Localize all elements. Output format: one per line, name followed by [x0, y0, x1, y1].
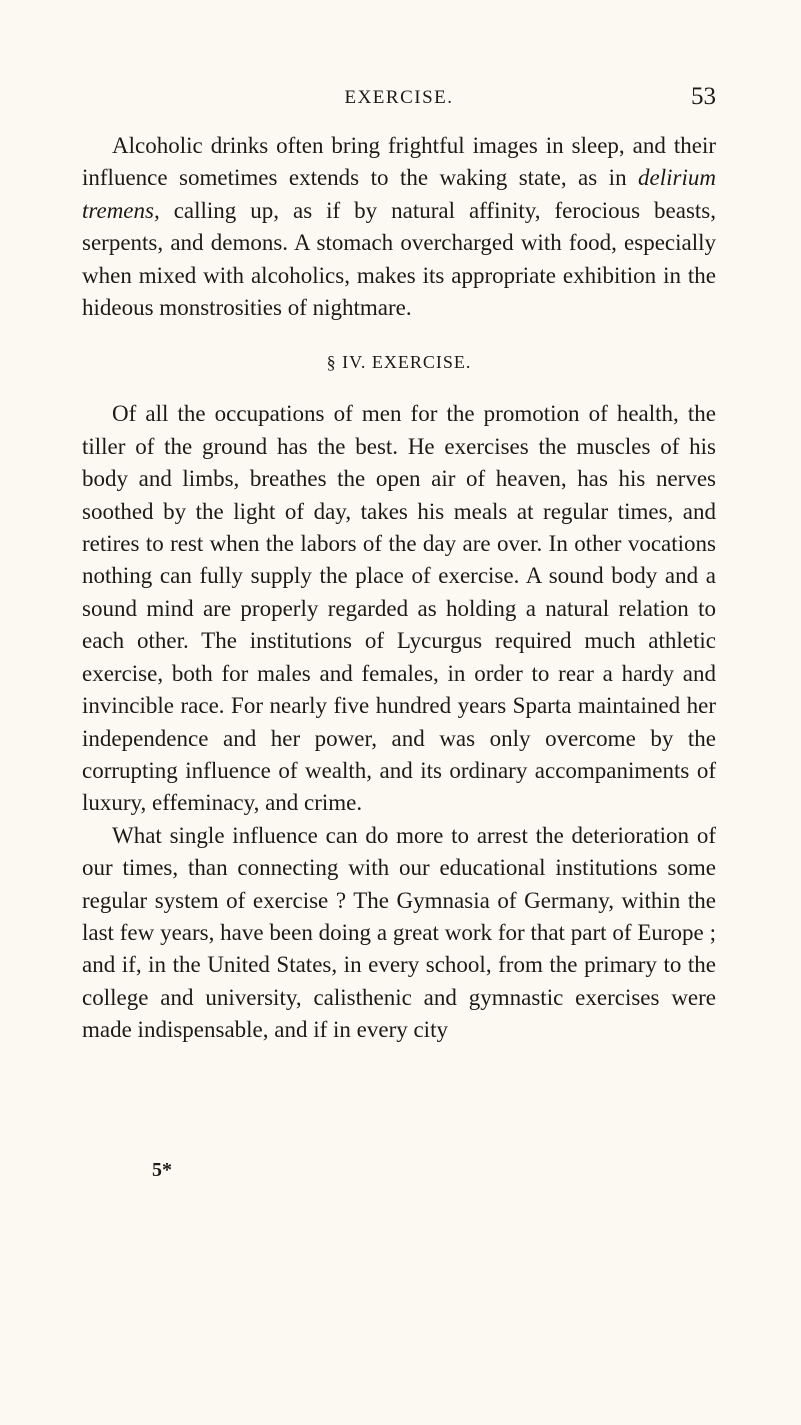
- page-number: 53: [691, 83, 716, 110]
- running-head: [82, 83, 716, 113]
- paragraph-1-text-start: Alcoholic drinks often bring frightful images in sleep, and their influence sometimes extends to the waking state, as in: [82, 133, 716, 191]
- signature-mark: 5*: [152, 1159, 172, 1181]
- paragraph-occupations: Of all the occupations of men for the promotion of health, the tiller of the ground has the best. He exercises the muscles of his body and limbs, breathes the open air of heaven, has his nerves soothed by the light of day, takes his meals at regular times, and retires to rest when the labors of the day are over. In other vocations nothing can fully supply the place of exercise. A sound body and a sound mind are properly regarded as holding a natural relation to each other. The institutions of Lycurgus required much athletic exercise, both for males and females, in order to rear a hardy and invincible race. For nearly five hundred years Sparta maintained her independence and her power, and was only overcome by the corrupting influence of wealth, and its ordinary accompaniments of luxury, effeminacy, and crime.: [82, 401, 716, 816]
- paragraph-alcoholic-drinks: [82, 130, 716, 324]
- paragraph-single-influence: What single influence can do more to arrest the deterioration of our times, than connecting with our educational institutions some regular system of exercise ? The Gymnasia of Germany, within the last few years, have been doing a great work for that part of Europe ; and if, in the United States, in every school, from the primary to the college and university, calisthenic and gymnastic exercises were made indispensable, and if in every city: [82, 822, 716, 1043]
- paragraph-1-italic-term: delirium tremens,: [82, 165, 716, 223]
- running-title: EXERCISE.: [344, 87, 454, 108]
- section-heading: § IV. EXERCISE.: [326, 352, 472, 373]
- body-text: [82, 130, 716, 1047]
- paragraph-1-text-end: calling up, as if by natural affinity, ferocious beasts, serpents, and demons. A stomach overcharged with food, especially when mixed with alcoholics, makes its appropriate exhibition in the hideous monstrosities of nightmare.: [82, 197, 716, 321]
